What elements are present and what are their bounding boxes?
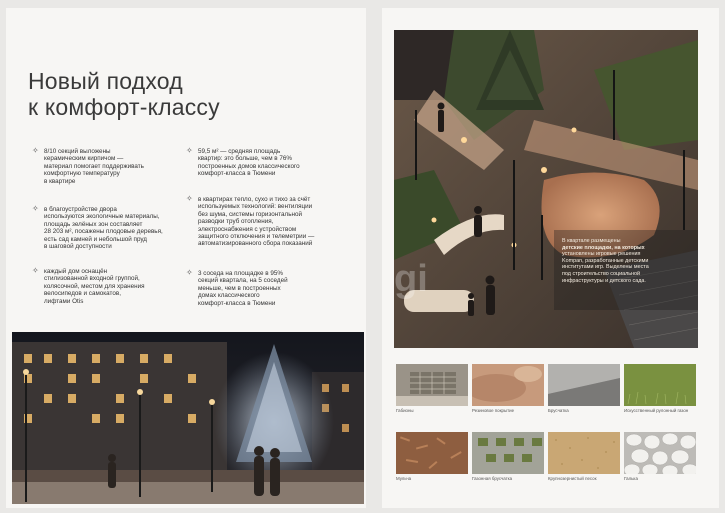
night-courtyard-photo — [12, 332, 364, 504]
material-grass-paving-image — [472, 432, 544, 474]
star-icon: ✧ — [186, 268, 193, 277]
page-title — [28, 68, 220, 120]
title-line-2: к комфорт-классу — [28, 94, 220, 120]
feature-item: ✧ 3 соседа на площадке в 95% секций квартала, на 5 соседей меньше, чем в построенных домах классического комфорт-класса в Тюмени — [186, 268, 288, 307]
courtyard-illustration — [394, 30, 698, 348]
star-icon: ✧ — [32, 266, 39, 275]
material-artificial-turf-image — [624, 364, 696, 406]
material-paving-image — [548, 364, 620, 406]
material-label: Резиновое покрытие — [472, 408, 515, 413]
material-label: Брусчатка — [548, 408, 569, 413]
material-pebbles-image — [624, 432, 696, 474]
star-icon: ✧ — [32, 146, 39, 155]
feature-item: ✧ в благоустройстве двора используются экологичные материалы, площадь зелёных зон составляет 28 203 м², посажены плодовые деревья, есть сад камней и небольшой пруд в шаговой доступности — [32, 204, 163, 251]
title-line-1: Новый подход — [28, 68, 183, 94]
material-label: Галька — [624, 476, 638, 481]
material-label: Крупнозернистый песок — [548, 476, 597, 481]
night-courtyard-illustration — [12, 332, 364, 504]
feature-item: ✧ 8/10 секций выложены керамическим кирпичом — материал помогает поддерживать комфортную температуру в квартире — [32, 146, 144, 185]
star-icon: ✧ — [32, 204, 39, 213]
courtyard-playground-photo — [394, 30, 698, 348]
playground-caption: В квартале размещены детские площадки, на которых установлены игровые решения Kompan, разработанные детскими институтами игр. Выделены места под строительство социальной инфраструктуры и детского сада. — [562, 238, 649, 284]
material-label: Газонная брусчатка — [472, 476, 513, 481]
star-icon: ✧ — [186, 194, 193, 203]
material-mulch-image — [396, 432, 468, 474]
star-icon: ✧ — [186, 146, 193, 155]
feature-item: ✧ 59,5 м² — средняя площадь квартир: это больше, чем в 76% построенных домов классического комфорт-класса в Тюмени — [186, 146, 300, 178]
material-gabions-image — [396, 364, 468, 406]
feature-item: ✧ каждый дом оснащён стилизованной входной группой, колясочной, местом для хранения велосипедов и самокатов, лифтами Otis — [32, 266, 145, 305]
watermark: gi — [394, 258, 428, 300]
material-label: Габионы — [396, 408, 414, 413]
material-coarse-sand-image — [548, 432, 620, 474]
feature-item: ✧ в квартирах тепло, сухо и тихо за счёт используемых технологий: вентиляции без шума, системы горизонтальной разводки труб отопления, электроснабжения с устройством защитного отключения и телеметрии — автоматизированного сбора показаний — [186, 194, 315, 248]
material-label: Искусственный рулонный газон — [624, 408, 689, 413]
material-rubber-image — [472, 364, 544, 406]
material-label: Мульча — [396, 476, 412, 481]
